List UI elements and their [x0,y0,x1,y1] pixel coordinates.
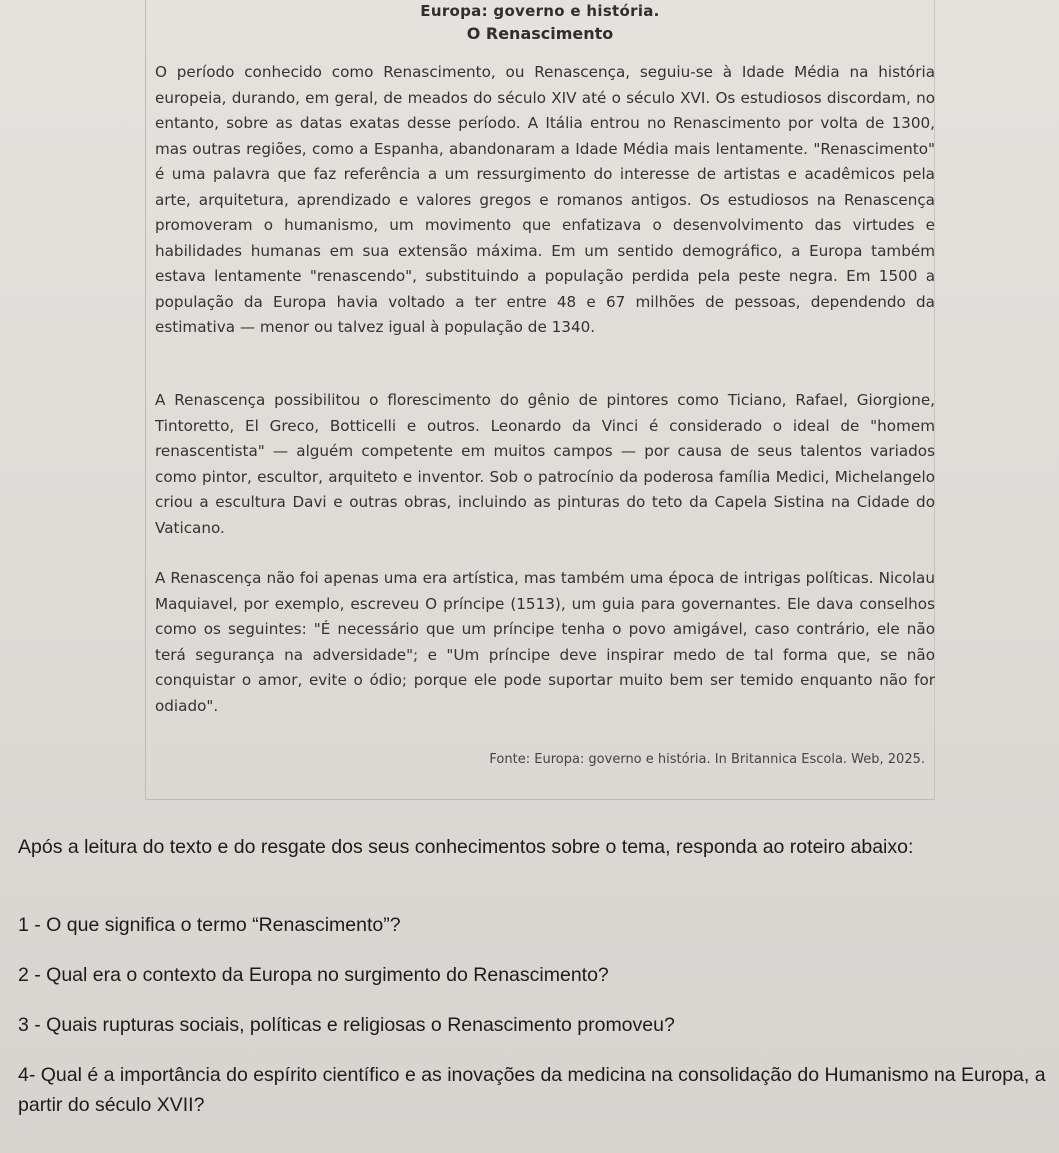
document-title: O Renascimento [466,24,614,43]
question-3: 3 - Quais rupturas sociais, políticas e religiosas o Renascimento promoveu? [18,1014,675,1036]
paragraph-2: A Renascença possibilitou o florescimento do gênio de pintores como Ticiano, Rafael, Giorgione, Tintoretto, El Greco, Botticelli e outros. Leonardo da Vinci é considerado o ideal de "homem renascentista" — alguém competente em muitos campos — por causa de seus talentos variados como pintor, escultor, arquiteto e inventor. Sob o patrocínio da poderosa família Medici, Michelangelo criou a escultura Davi e outras obras, incluindo as pinturas do teto da Capela Sistina na Cidade do Vaticano. [155,391,935,537]
paragraph-1: O período conhecido como Renascimento, ou Renascença, seguiu-se à Idade Média na história europeia, durando, em geral, de meados do século XIV até o século XVI. Os estudiosos discordam, no entanto, sobre as datas exatas desse período. A Itália entrou no Renascimento por volta de 1300, mas outras regiões, como a Espanha, abandonaram a Idade Média mais lentamente. "Renascimento" é uma palavra que faz referência a um ressurgimento do interesse de artistas e acadêmicos pela arte, arquitetura, aprendizado e valores gregos e romanos antigos. Os estudiosos na Renascença promoveram o humanismo, um movimento que enfatizava o desenvolvimento das virtudes e habilidades humanas em sua extensão máxima. Em um sentido demográfico, a Europa também estava lentamente "renascendo", substituindo a população perdida pela peste negra. Em 1500 a população da Europa havia voltado a ter entre 48 e 67 milhões de pessoas, dependendo da estimativa — menor ou talvez igual à população de 1340. [155,63,935,336]
source-citation: Fonte: Europa: governo e história. In Britannica Escola. Web, 2025. [489,752,925,767]
question-1: 1 - O que significa o termo “Renascimento”? [18,914,401,936]
question-4: 4- Qual é a importância do espírito científico e as inovações da medicina na consolidação do Humanismo na Europa, a partir do século XVII? [18,1064,1046,1116]
question-2: 2 - Qual era o contexto da Europa no surgimento do Renascimento? [18,964,609,986]
instructions: Após a leitura do texto e do resgate dos seus conhecimentos sobre o tema, responda ao roteiro abaixo: [18,836,914,858]
document-header: Europa: governo e história. [420,2,660,20]
paragraph-3: A Renascença não foi apenas uma era artística, mas também uma época de intrigas políticas. Nicolau Maquiavel, por exemplo, escreveu O príncipe (1513), um guia para governantes. Ele dava conselhos como os seguintes: "É necessário que um príncipe tenha o povo amigável, caso contrário, ele não terá segurança na adversidade"; e "Um príncipe deve inspirar medo de tal forma que, se não conquistar o amor, evite o ódio; porque ele pode suportar muito bem ser temido enquanto não for odiado". [155,569,935,715]
